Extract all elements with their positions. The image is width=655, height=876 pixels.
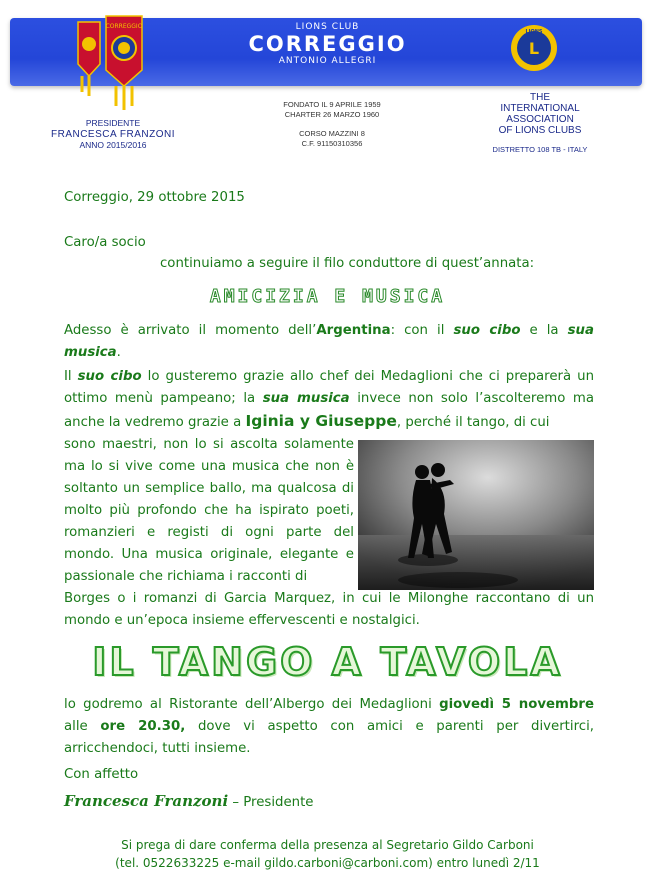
closing: Con affetto — [64, 767, 139, 782]
club-address: CORSO MAZZINI 8 — [299, 129, 365, 138]
svg-text:L: L — [528, 39, 540, 58]
event-date: giovedì 5 novembre — [439, 697, 594, 712]
argentina-word: Argentina — [316, 323, 391, 338]
footer-rsvp: Si prega di dare conferma della presenza al Segretario Gildo Carboni — [121, 838, 534, 852]
paragraph-narrow-text: sono maestri, non lo si ascolta solamente ma lo si vive come una musica che non è soltanto un semplice ballo, ma qualcosa di molto più profondo che ha ispirato poeti, romanzieri e registi di ogni parte del mondo. Una musica originale, elegante e passionale che richiama i racconti di — [64, 437, 354, 584]
association-block — [470, 92, 610, 155]
assoc-line: THE — [530, 92, 550, 103]
event-title — [0, 640, 655, 684]
club-name: CORREGGIO — [248, 32, 407, 56]
footer-contact: (tel. 0522633225 e-mail gildo.carboni@carboni.com) entro lunedì 2/11 — [115, 856, 540, 870]
assoc-line: ASSOCIATION — [506, 114, 574, 125]
letter-date: Correggio, 29 ottobre 2015 — [64, 190, 245, 205]
dancers-names: Iginia y Giuseppe — [245, 412, 397, 430]
event-title-text: IL TANGO A TAVOLA — [92, 640, 563, 684]
pennant-text: CORREGGIO — [105, 23, 143, 30]
paragraph-tango: Il suo cibo lo gusteremo grazie allo chef dei Medaglioni che ci preparerà un ottimo menù pampeano; la sua musica invece non solo l’ascolteremo ma anche la vedremo grazie a Iginia y Giuseppe, perché il tango, di cui sono maestri, non lo si ascolta solamente ma lo si vive come una musica che non è soltanto un semplice ballo, ma qualcosa di molto più profondo che ha ispirato poeti, romanzieri e registi di ogni parte del mondo. Una musica originale, elegante e passionale che richiama i racconti di Borges o i romanzi di Garcia Marquez, in cui le Milonghe raccontano di un mondo e un’epoca insieme effervescenti e nostalgici. — [64, 369, 595, 628]
lions-emblem-icon — [510, 24, 558, 72]
charter-date: CHARTER 26 MARZO 1960 — [284, 110, 380, 119]
president-block — [48, 118, 178, 151]
paragraph-venue: lo godremo al Ristorante dell’Albergo dei Medaglioni giovedì 5 novembre alle ore 20.30, dove vi aspetto con amici e parenti per divertirci, arricchendoci, tutti insieme. — [64, 697, 594, 756]
president-name: FRANCESCA FRANZONI — [50, 129, 175, 140]
tango-dancers-photo — [358, 440, 594, 590]
intro-line: continuiamo a seguire il filo conduttore di quest’annata: — [160, 256, 535, 271]
district: DISTRETTO 108 TB - ITALY — [492, 145, 588, 154]
signature-role: – Presidente — [228, 795, 314, 810]
assoc-line: OF LIONS CLUBS — [498, 125, 582, 136]
club-info-block — [262, 100, 402, 149]
paragraph-argentina: Adesso è arrivato il momento dell’Argentina: con il suo cibo e la sua musica. — [64, 323, 594, 360]
signature — [64, 792, 313, 810]
theme-text: AMICIZIA E MUSICA — [209, 286, 446, 307]
club-subtitle: ANTONIO ALLEGRI — [278, 56, 377, 66]
assoc-line: INTERNATIONAL — [500, 103, 580, 114]
tax-code: C.F. 91150310356 — [301, 139, 363, 148]
club-label: LIONS CLUB — [295, 22, 360, 32]
salutation: Caro/a socio — [64, 235, 146, 250]
founded-date: FONDATO IL 9 APRILE 1959 — [283, 100, 381, 109]
president-label: PRESIDENTE — [85, 118, 141, 128]
president-year: ANNO 2015/2016 — [79, 140, 147, 150]
theme-title — [0, 286, 655, 307]
logo-text: LIONS — [525, 29, 543, 35]
event-time: ore 20.30, — [100, 719, 186, 734]
signature-name: Francesca Franzoni — [64, 792, 229, 810]
